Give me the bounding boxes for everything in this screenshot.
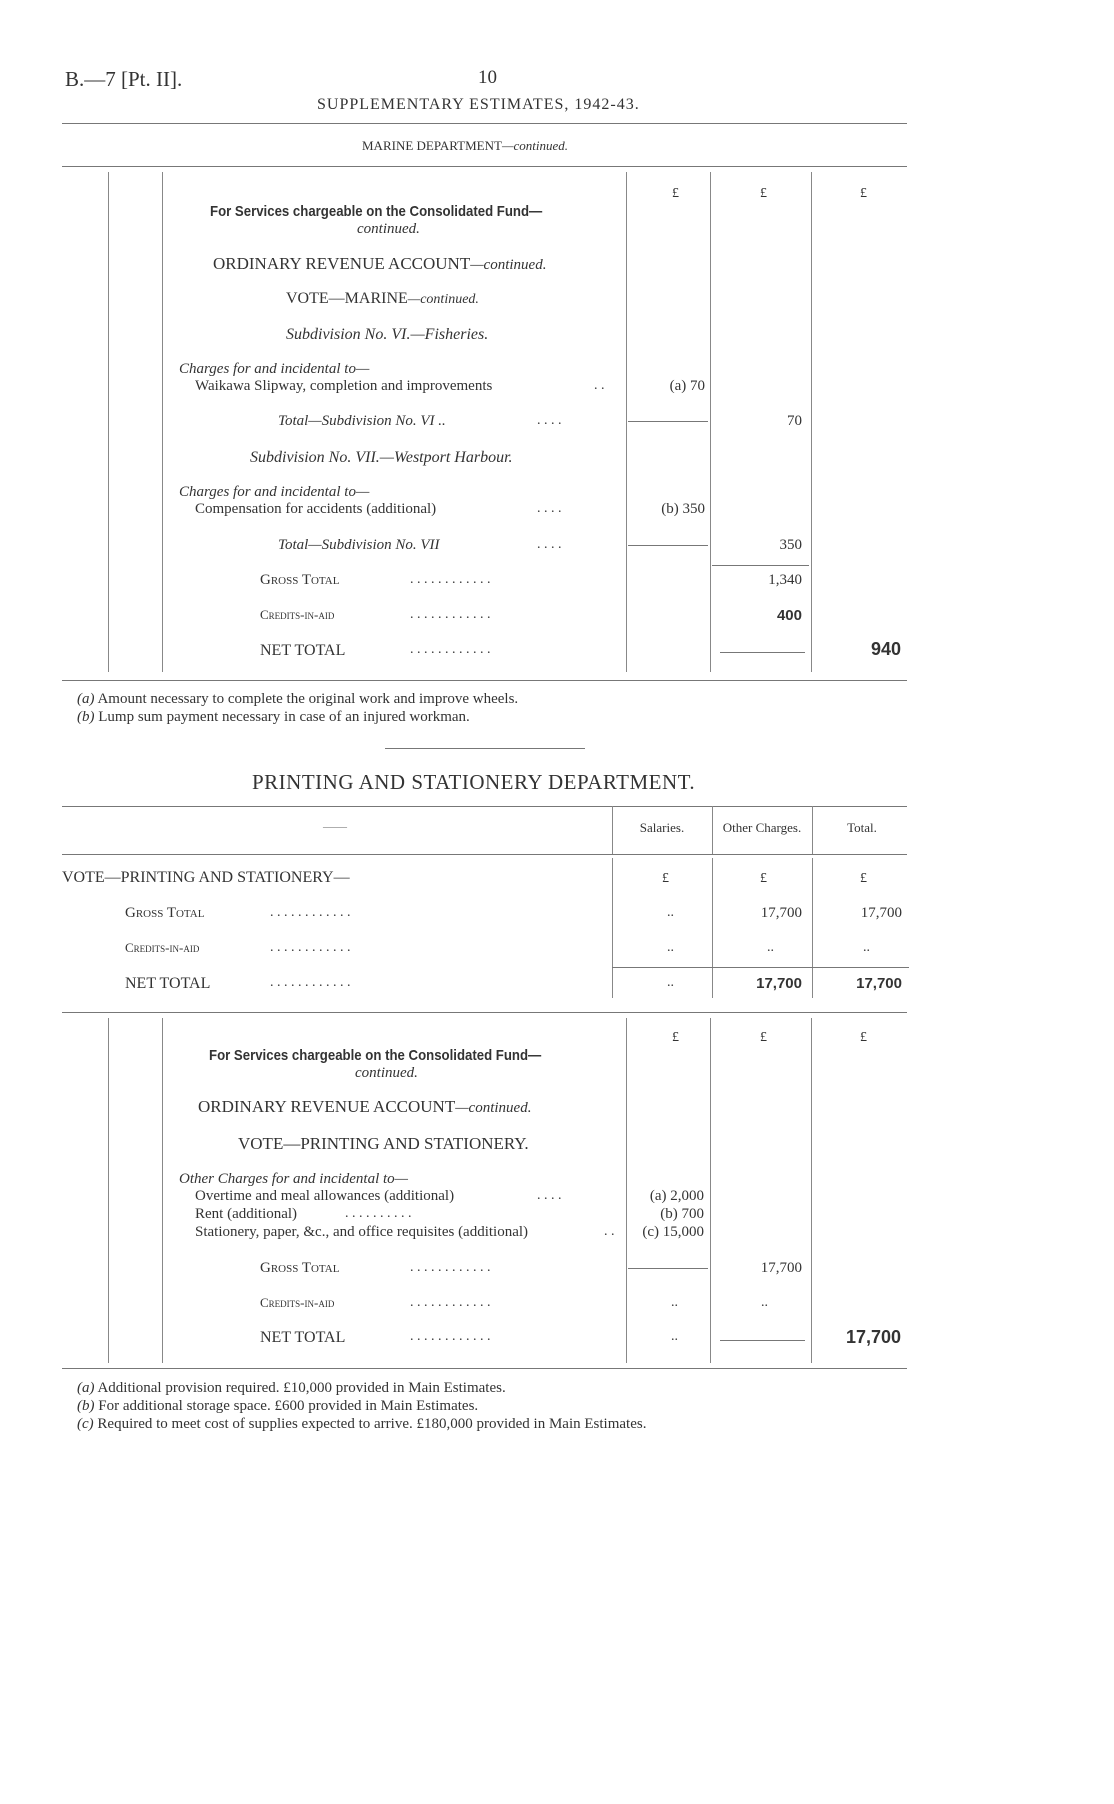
summary-net-salaries: .. [667, 975, 674, 990]
table-inner-border [162, 172, 163, 672]
vote-suffix: —continued. [407, 292, 479, 307]
column-divider [612, 806, 613, 854]
other-charges-column-header: Other Charges. [722, 820, 802, 835]
dot-leader: . . . . . . . . . . [345, 1206, 412, 1221]
summary-header-rule [62, 854, 907, 855]
footnote-b [77, 709, 470, 726]
page-number: 10 [478, 67, 497, 88]
department-name: MARINE DEPARTMENT [362, 138, 502, 153]
printing-footnote-c [77, 1416, 646, 1433]
waikawa-item: Waikawa Slipway, completion and improvements [195, 378, 493, 394]
total-vi-label: Total—Subdivision No. VI .. [278, 413, 446, 429]
detail-gross-total-label: Gross Total [260, 1260, 340, 1276]
summary-net-total-label: NET TOTAL [125, 975, 211, 992]
dot-leader: . . . . . . . . . . . . [410, 572, 491, 587]
salaries-column-header: Salaries. [639, 820, 685, 835]
footnote-a [77, 691, 518, 708]
charges-label-vii: Charges for and incidental to— [179, 484, 370, 500]
column-divider [710, 172, 711, 672]
total-column-header: Total. [847, 820, 877, 835]
column-divider [626, 1018, 627, 1363]
dot-leader: . . [604, 1224, 615, 1239]
pound-column-1: £ [672, 1030, 679, 1045]
footnote-text: Amount necessary to complete the original work and improve wheels. [97, 691, 519, 707]
summary-gross-salaries: .. [667, 905, 674, 920]
page-title: SUPPLEMENTARY ESTIMATES, 1942-43. [317, 96, 640, 113]
vote-heading [286, 290, 479, 308]
compensation-amount: (b) 350 [661, 501, 705, 517]
detail-credits-col2: .. [761, 1295, 768, 1310]
rent-amount: (b) 700 [660, 1206, 704, 1222]
department-heading [362, 138, 568, 154]
dot-leader: . . . . . . . . . . . . [270, 975, 351, 990]
net-total-label: NET TOTAL [260, 642, 346, 659]
waikawa-amount: (a) 70 [669, 378, 705, 394]
net-rule [720, 1340, 805, 1341]
detail-consolidated-fund-heading: For Services chargeable on the Consolidated Fund— [209, 1047, 542, 1064]
summary-credits-other: .. [767, 940, 774, 955]
column-divider [812, 858, 813, 998]
dot-leader: . . . . . . . . . . . . [410, 1260, 491, 1275]
total-vii-amount: 350 [779, 537, 802, 553]
other-charges-label: Other Charges for and incidental to— [179, 1171, 409, 1187]
vote-label: VOTE—MARINE [286, 290, 408, 307]
printing-footnote-b [77, 1398, 478, 1415]
printing-department-title: PRINTING AND STATIONERY DEPARTMENT. [252, 770, 696, 794]
pound-salaries: £ [662, 871, 669, 886]
detail-credits-label: Credits-in-aid [260, 1295, 335, 1310]
total-vi-amount: 70 [787, 413, 802, 429]
detail-net-col1: .. [671, 1329, 678, 1344]
subdivision-vi-heading: Subdivision No. VI.—Fisheries. [286, 326, 489, 343]
ordinary-revenue-suffix: —continued. [470, 257, 547, 273]
dot-leader: . . . . [537, 413, 562, 428]
footnote-marker: (b) [77, 1398, 95, 1414]
table-top-rule [62, 166, 907, 167]
column-divider [612, 858, 613, 998]
dot-leader: . . . . . . . . . . . . [270, 905, 351, 920]
pound-column-3: £ [860, 186, 867, 201]
column-divider [712, 806, 713, 854]
column-divider [811, 172, 812, 672]
ordinary-revenue-label: ORDINARY REVENUE ACCOUNT [213, 254, 471, 273]
subdivision-vii-heading: Subdivision No. VII.—Westport Harbour. [250, 449, 513, 466]
summary-credits-label: Credits-in-aid [125, 940, 200, 955]
subtotal-rule [628, 1268, 708, 1269]
summary-credits-salaries: .. [667, 940, 674, 955]
detail-net-total-label: NET TOTAL [260, 1329, 346, 1346]
summary-net-rule [612, 967, 909, 968]
ordinary-revenue-suffix: —continued. [455, 1100, 532, 1116]
detail-net-total-amount: 17,700 [845, 1327, 901, 1347]
summary-gross-other: 17,700 [760, 905, 802, 921]
summary-gross-total-label: Gross Total [125, 905, 205, 921]
table-left-border [108, 1018, 109, 1363]
table-left-border [108, 172, 109, 672]
compensation-item: Compensation for accidents (additional) [195, 501, 437, 517]
net-total-amount: 940 [870, 639, 901, 659]
footnote-text: Required to meet cost of supplies expected to arrive. £180,000 provided in Main Estimates. [97, 1416, 647, 1432]
overtime-amount: (a) 2,000 [649, 1188, 704, 1204]
total-vii-label: Total—Subdivision No. VII [278, 537, 440, 553]
credits-in-aid-amount: 400 [776, 607, 802, 624]
column-divider [712, 858, 713, 998]
column-divider [626, 172, 627, 672]
summary-net-total: 17,700 [856, 975, 902, 992]
charges-label: Charges for and incidental to— [179, 361, 370, 377]
gross-rule [712, 565, 809, 566]
gross-total-label: Gross Total [260, 572, 340, 588]
pound-column-2: £ [760, 1030, 767, 1045]
section-divider [385, 748, 585, 749]
detail-top-rule [62, 1012, 907, 1013]
ordinary-revenue-label: ORDINARY REVENUE ACCOUNT [198, 1097, 456, 1116]
dot-leader: . . . . . . . . . . . . [410, 607, 491, 622]
detail-bottom-rule [62, 1368, 907, 1369]
summary-credits-total: .. [863, 940, 870, 955]
dot-leader: . . . . [537, 1188, 562, 1203]
subtotal-rule [628, 421, 708, 422]
consolidated-fund-heading: For Services chargeable on the Consolidated Fund— [210, 203, 543, 220]
stationery-item: Stationery, paper, &c., and office requisites (additional) [195, 1224, 529, 1240]
pound-other-charges: £ [760, 871, 767, 886]
ordinary-revenue-heading [213, 254, 546, 274]
credits-in-aid-label: Credits-in-aid [260, 607, 335, 622]
printing-footnote-a [77, 1380, 506, 1397]
department-suffix: —continued. [501, 138, 569, 153]
footnote-marker: (a) [77, 1380, 95, 1396]
footnote-marker: (b) [77, 709, 95, 725]
pound-column-1: £ [672, 186, 679, 201]
dot-leader: . . . . [537, 537, 562, 552]
continued-label: continued. [357, 221, 420, 237]
net-rule [720, 652, 805, 653]
header-rule [62, 123, 907, 124]
detail-credits-col1: .. [671, 1295, 678, 1310]
table-bottom-rule [62, 680, 907, 681]
dot-leader: . . . . . . . . . . . . [410, 642, 491, 657]
footnote-marker: (c) [77, 1416, 94, 1432]
dot-leader: . . . . [537, 501, 562, 516]
summary-gross-total: 17,700 [860, 905, 902, 921]
subtotal-rule [628, 545, 708, 546]
column-divider [812, 806, 813, 854]
stub-column-header: —— [323, 819, 347, 833]
pound-column-3: £ [860, 1030, 867, 1045]
column-divider [710, 1018, 711, 1363]
document-reference: B.—7 [Pt. II]. [65, 67, 183, 91]
detail-ordinary-revenue-heading [198, 1097, 531, 1117]
gross-total-amount: 1,340 [768, 572, 802, 588]
footnote-marker: (a) [77, 691, 95, 707]
vote-printing-label: VOTE—PRINTING AND STATIONERY— [62, 869, 350, 886]
footnote-text: For additional storage space. £600 provided in Main Estimates. [98, 1398, 479, 1414]
column-divider [811, 1018, 812, 1363]
detail-vote-heading: VOTE—PRINTING AND STATIONERY. [238, 1134, 529, 1153]
footnote-text: Additional provision required. £10,000 provided in Main Estimates. [97, 1380, 506, 1396]
overtime-item: Overtime and meal allowances (additional) [195, 1188, 455, 1204]
table-inner-border [162, 1018, 163, 1363]
detail-gross-total-amount: 17,700 [760, 1260, 802, 1276]
rent-item: Rent (additional) [195, 1206, 298, 1222]
pound-column-2: £ [760, 186, 767, 201]
summary-top-rule [62, 806, 907, 807]
stationery-amount: (c) 15,000 [642, 1224, 704, 1240]
summary-net-other: 17,700 [756, 975, 802, 992]
dot-leader: . . . . . . . . . . . . [410, 1295, 491, 1310]
dot-leader: . . [594, 378, 605, 393]
dot-leader: . . . . . . . . . . . . [410, 1329, 491, 1344]
footnote-text: Lump sum payment necessary in case of an injured workman. [98, 709, 470, 725]
dot-leader: . . . . . . . . . . . . [270, 940, 351, 955]
detail-continued-label: continued. [355, 1065, 418, 1081]
pound-total: £ [860, 871, 867, 886]
